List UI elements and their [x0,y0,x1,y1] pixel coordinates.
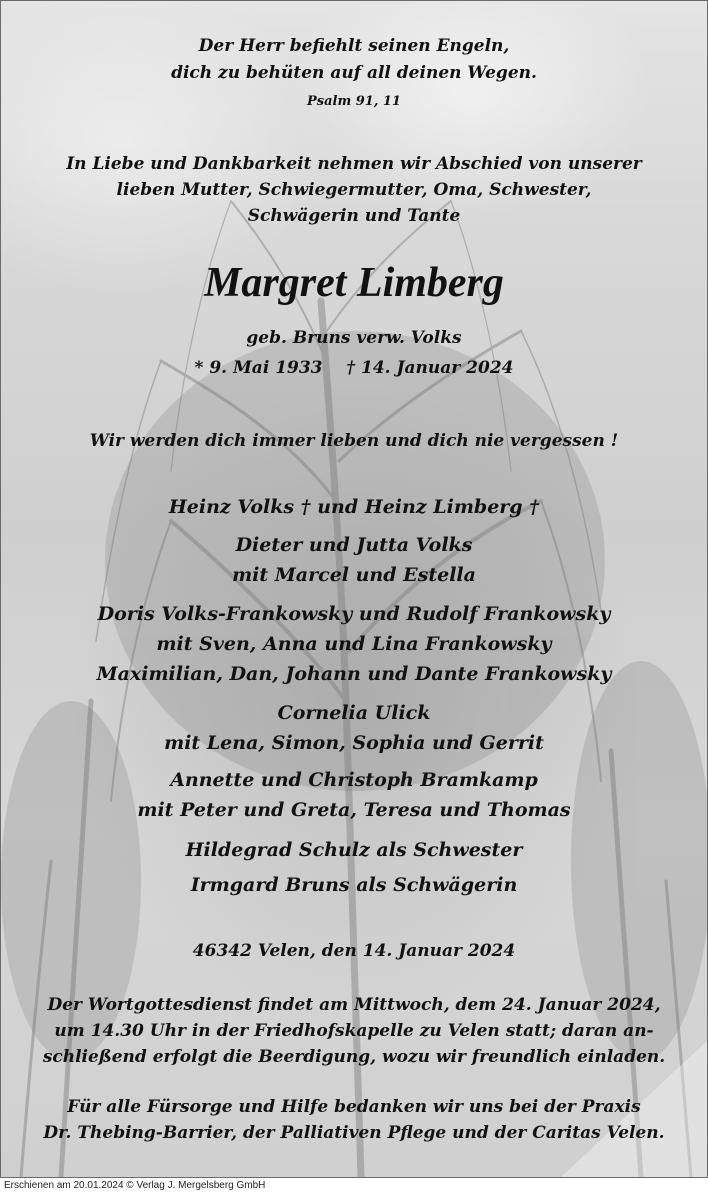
mourner-line: Doris Volks-Frankowsky und Rudolf Frankowsky [97,603,611,625]
service-line-3: schließend erfolgt die Beerdigung, wozu wir freundlich einladen. [42,1047,666,1067]
mourner-line: Maximilian, Dan, Johann und Dante Frankowsky [96,663,612,685]
mourner-line: Heinz Volks † und Heinz Limberg † [168,496,540,518]
mourner-line: Annette und Christoph Bramkamp [170,769,538,791]
mourner-line: mit Lena, Simon, Sophia und Gerrit [164,732,544,754]
intro-line-2: lieben Mutter, Schwiegermutter, Oma, Schwester, [116,180,592,200]
farewell-quote: Wir werden dich immer lieben und dich nie vergessen ! [89,431,619,451]
mourner-line: mit Marcel und Estella [232,564,476,586]
intro-line-1: In Liebe und Dankbarkeit nehmen wir Abschied von unserer [66,154,642,174]
place-date: 46342 Velen, den 14. Januar 2024 [192,941,516,961]
service-line-1: Der Wortgottesdienst findet am Mittwoch, dem 24. Januar 2024, [47,995,661,1015]
thanks-line-1: Für alle Fürsorge und Hilfe bedanken wir uns bei der Praxis [67,1097,641,1117]
deceased-maiden-name: geb. Bruns verw. Volks [246,328,462,348]
verse-source: Psalm 91, 11 [307,94,401,109]
mourner-line: Hildegrad Schulz als Schwester [185,839,523,861]
notice-text [1,1,707,1177]
deceased-name: Margret Limberg [204,260,504,306]
mourner-line: Irmgard Bruns als Schwägerin [190,874,518,896]
thanks-line-2: Dr. Thebing-Barrier, der Palliativen Pflege und der Caritas Velen. [43,1123,665,1143]
service-line-2: um 14.30 Uhr in der Friedhofskapelle zu Velen statt; daran an- [54,1021,654,1041]
publication-footer: Erschienen am 20.01.2024 © Verlag J. Mergelsberg GmbH [4,1180,266,1191]
mourner-line: mit Sven, Anna und Lina Frankowsky [156,633,552,655]
deceased-dates: * 9. Mai 1933 † 14. Januar 2024 [194,358,514,378]
intro-line-3: Schwägerin und Tante [247,206,461,226]
mourner-line: Cornelia Ulick [277,702,431,724]
mourner-line: Dieter und Jutta Volks [235,534,473,556]
mourner-line: mit Peter und Greta, Teresa und Thomas [137,799,571,821]
verse-line-1: Der Herr befiehlt seinen Engeln, [198,36,510,56]
verse-line-2: dich zu behüten auf all deinen Wegen. [171,63,537,83]
